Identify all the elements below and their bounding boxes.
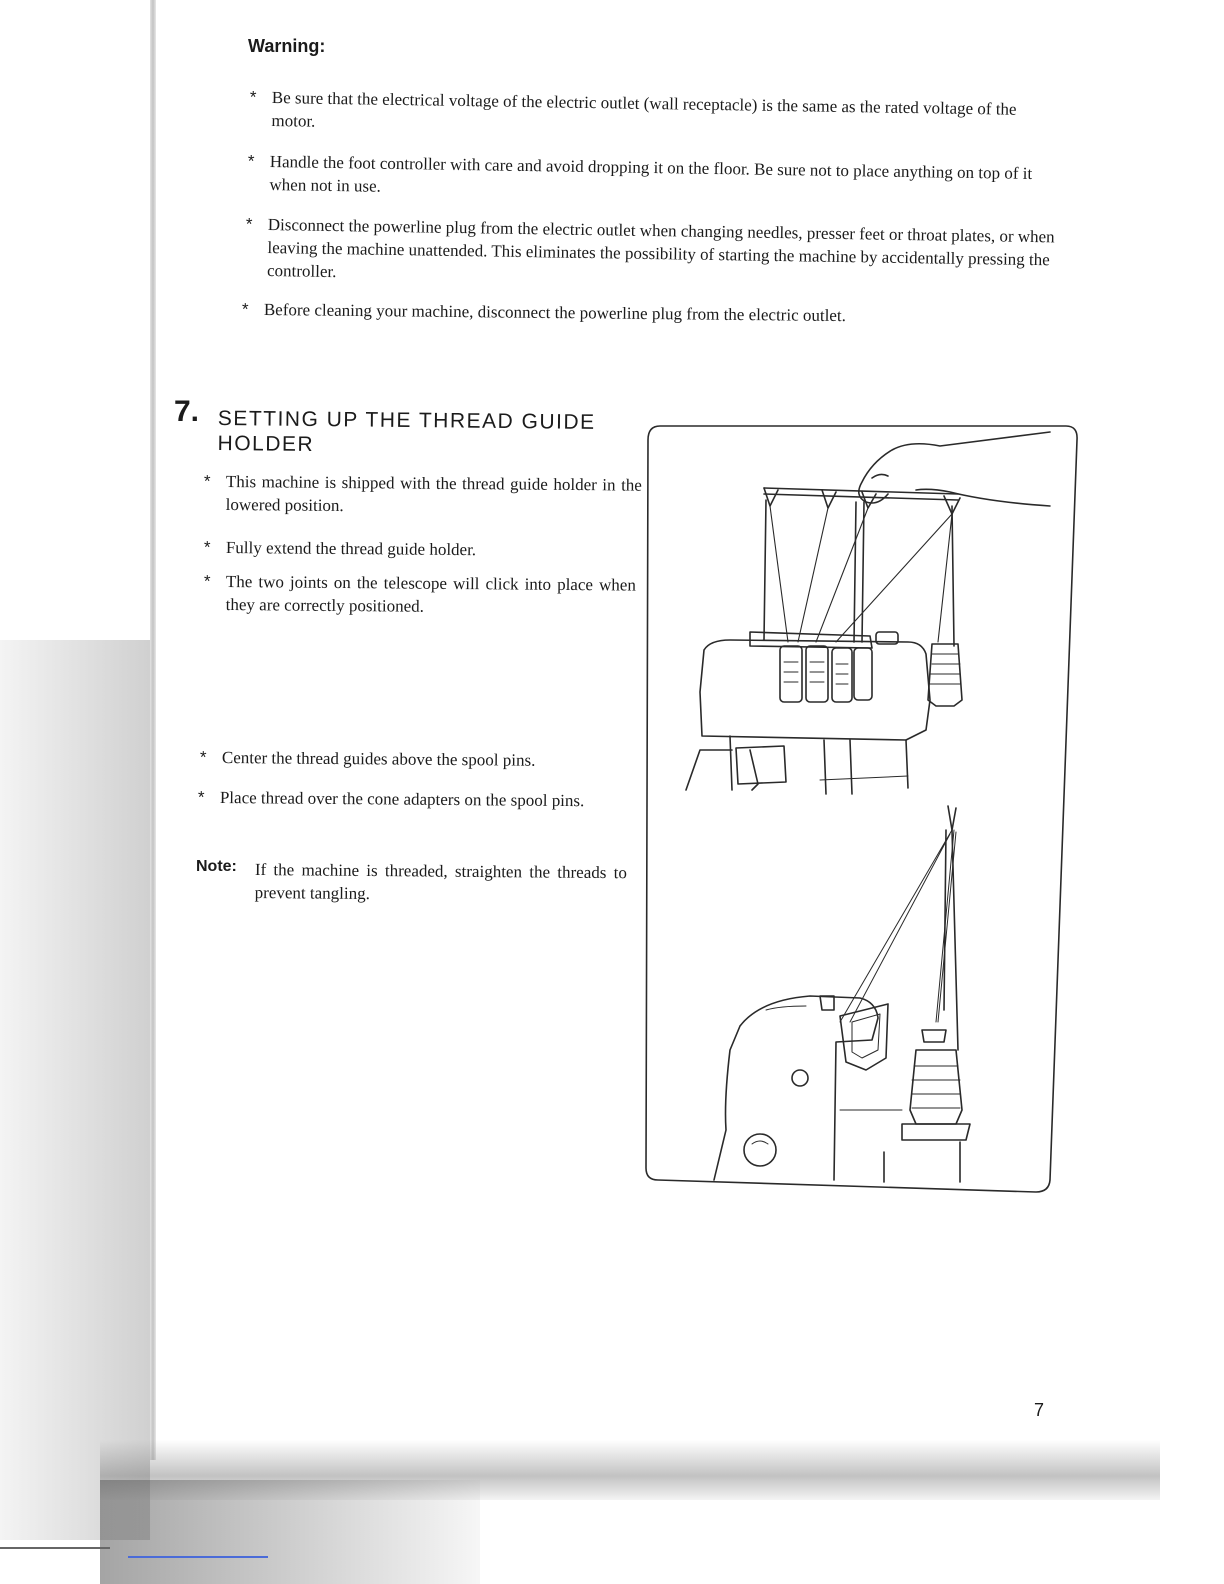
spool-stand — [884, 1142, 960, 1182]
thread-guide-illustration — [640, 410, 1080, 1200]
thread-lines — [770, 506, 952, 642]
dial-ridges — [784, 662, 848, 684]
machine-knob — [820, 996, 834, 1010]
section-title: SETTING UP THE THREAD GUIDE HOLDER — [217, 406, 596, 457]
bullet-star: * — [203, 571, 211, 591]
handwheel-cover — [840, 1004, 888, 1070]
machine-base-line — [820, 776, 908, 780]
presser-foot-block — [736, 746, 786, 784]
section-number: 7. — [174, 395, 200, 428]
serger-side-view-threads — [714, 806, 970, 1182]
machine-body-icon — [700, 640, 930, 740]
handwheel-recess — [852, 1014, 880, 1058]
tension-dial-icon — [832, 648, 852, 702]
step-item — [203, 470, 642, 520]
dial-knob-icon — [744, 1134, 776, 1166]
scan-left-shadow — [0, 640, 150, 1540]
warning-item — [245, 213, 1058, 294]
bullet-star: * — [241, 299, 249, 319]
raised-thread-guide-icon — [948, 806, 956, 830]
note-label: Note: — [196, 858, 237, 875]
cone-top-back — [922, 1030, 946, 1042]
arm-outline — [916, 489, 1050, 506]
tension-dial-icon — [854, 648, 872, 700]
thread-guide-icon — [822, 490, 836, 508]
bullet-star: * — [197, 787, 205, 807]
tension-dial-icon — [806, 646, 828, 702]
step-text: This machine is shipped with the thread guide holder in the lowered position. — [225, 471, 642, 516]
cone-base — [902, 1124, 970, 1140]
warning-item — [249, 86, 1062, 144]
warning-item-text: Be sure that the electrical voltage of the electric outlet (wall receptacle) is the same as the rated voltage of the motor. — [271, 87, 1017, 131]
dial-knob-detail — [752, 1141, 768, 1144]
warning-item-text: Handle the foot controller with care and avoid dropping it on the floor. Be sure not to place anything on top of it when not in use. — [269, 151, 1033, 196]
page-number: 7 — [1034, 1400, 1045, 1420]
thread-cone-icon — [910, 1050, 962, 1124]
scan-binding-shadow — [150, 0, 156, 1460]
step-text: Fully extend the thread guide holder. — [225, 537, 477, 560]
thread-cone-icon — [928, 644, 962, 706]
step-item — [203, 536, 642, 563]
thread-lines-lower — [840, 830, 956, 1022]
bed-outline — [686, 750, 732, 790]
illustration-frame — [646, 426, 1077, 1192]
warning-item — [247, 150, 1060, 208]
bullet-star: * — [249, 87, 257, 107]
logo-emblem-icon — [792, 1070, 808, 1086]
machine-side-body-icon — [714, 996, 878, 1180]
finger-outline — [872, 474, 888, 478]
tension-dial-icon — [780, 646, 802, 702]
warning-heading: Warning: — [248, 36, 326, 56]
warning-item — [241, 298, 964, 328]
bullet-star: * — [247, 151, 255, 171]
serger-thread-guide-extended — [686, 432, 1050, 794]
bullet-star: * — [203, 471, 211, 491]
warning-item-text: Before cleaning your machine, disconnect the powerline plug from the electric outlet. — [263, 299, 846, 326]
step-item — [203, 570, 636, 620]
step-item — [197, 786, 630, 813]
step-item — [199, 746, 632, 773]
note-text: If the machine is threaded, straighten the threads to prevent tangling. — [254, 859, 627, 904]
machine-top-detail — [766, 1006, 806, 1010]
step-text: The two joints on the telescope will click into place when they are correctly positioned. — [225, 571, 636, 616]
cone-windings — [912, 1066, 960, 1108]
scan-edge-line-blue — [128, 1556, 268, 1558]
cone-windings — [930, 654, 960, 684]
step-text: Center the thread guides above the spool pins. — [221, 747, 536, 770]
side-pole — [764, 500, 954, 646]
bullet-star: * — [245, 214, 253, 234]
scan-corner-shadow — [100, 1480, 480, 1584]
step-text: Place thread over the cone adapters on the spool pins. — [219, 787, 585, 811]
scan-edge-line — [0, 1547, 110, 1549]
bullet-star: * — [203, 537, 211, 557]
warning-item-text: Disconnect the powerline plug from the electric outlet when changing needles, presser feet or throat plates, or when leaving the machine unattended. This eliminates the possibility of starting the machine by accidentally pressing the controller. — [266, 214, 1055, 282]
bullet-star: * — [199, 747, 207, 767]
